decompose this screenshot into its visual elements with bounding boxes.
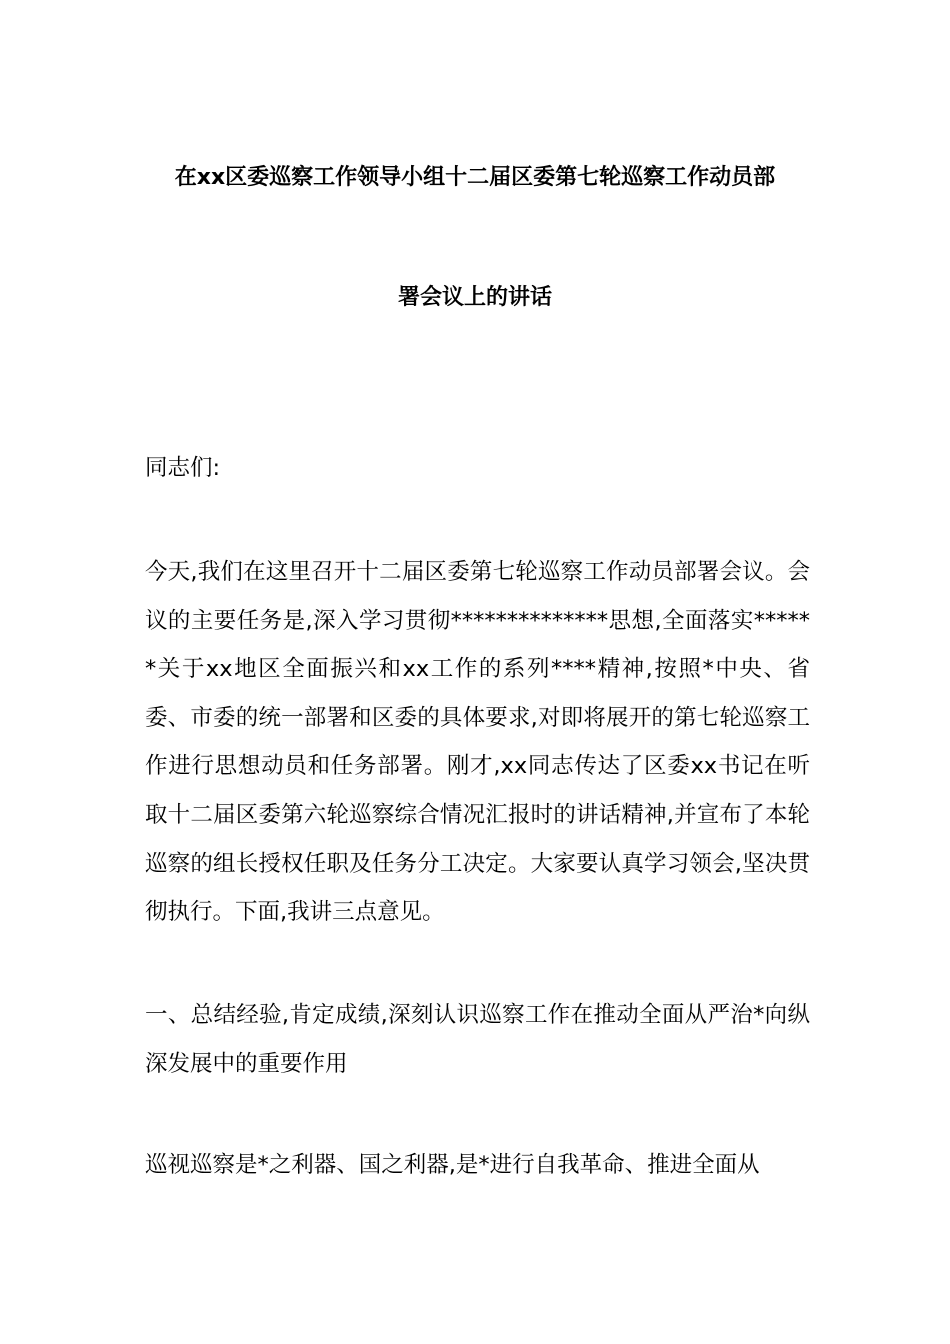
body-paragraph-2: 巡视巡察是*之利器、国之利器,是*进行自我革命、推进全面从 <box>145 1152 760 1178</box>
greeting: 同志们: <box>145 455 221 481</box>
body-paragraph-1: 今天,我们在这里召开十二届区委第七轮巡察工作动员部署会议。会议的主要任务是,深入学习贯彻**************思想,全面落实******关于xx地区全面振兴和xx工作的系列****精神,按照*中央、省委、市委的统一部署和区委的具体要求,对即将展开的第七轮巡察工作进行思想动员和任务部署。刚才,xx同志传达了区委xx书记在听取十二届区委第六轮巡察综合情况汇报时的讲话精神,并宣布了本轮巡察的组长授权任职及任务分工决定。大家要认真学习领会,坚决贯彻执行。下面,我讲三点意见。 <box>145 559 810 926</box>
document-title-line-1: 在xx区委巡察工作领导小组十二届区委第七轮巡察工作动员部 <box>174 165 776 190</box>
section-heading-1: 一、总结经验,肯定成绩,深刻认识巡察工作在推动全面从严治*向纵深发展中的重要作用 <box>145 1002 810 1077</box>
document-title-line-2: 署会议上的讲话 <box>397 285 552 310</box>
